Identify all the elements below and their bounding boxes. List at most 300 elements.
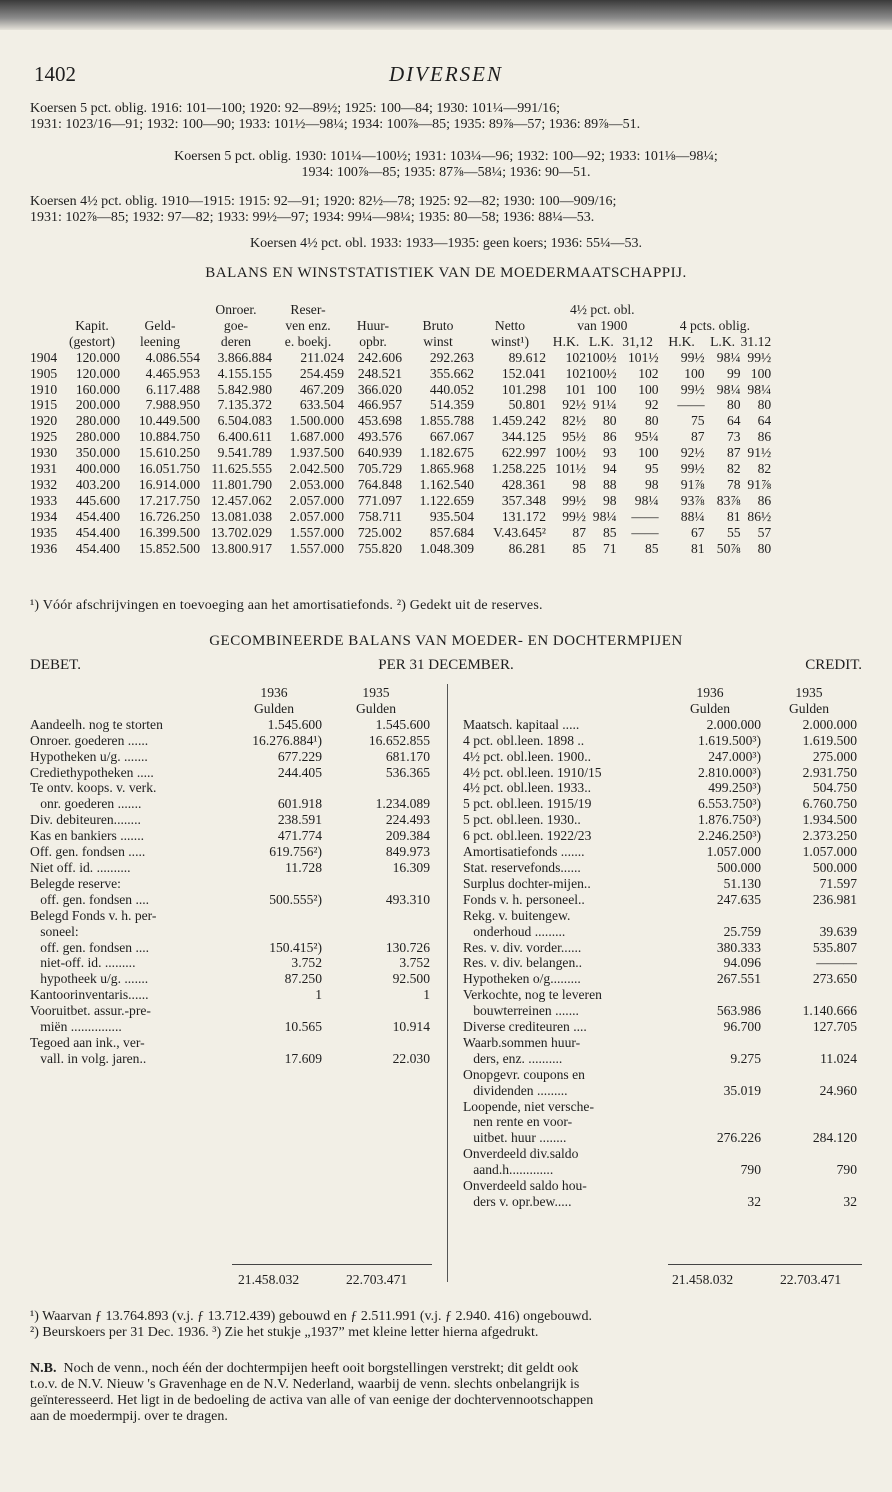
value-cell: 86 — [757, 492, 772, 508]
debet-row — [30, 971, 430, 987]
value-cell: 292.263 — [429, 349, 474, 365]
item-label: Niet off. id. .......... — [30, 859, 131, 875]
value-cell: 98¼ — [716, 349, 741, 365]
koersen-line: Koersen 5 pct. oblig. 1916: 101—100; 1920: 92—89½; 1925: 100—84; 1930: 101¼—991/16; — [30, 101, 561, 116]
item-label: 6 pct. obl.leen. 1922/23 — [463, 828, 592, 844]
balans-row — [30, 541, 771, 557]
value-cell: 1.557.000 — [289, 540, 344, 556]
value-cell: 453.698 — [357, 413, 402, 429]
item-label: Kantoorinventaris...... — [30, 987, 149, 1003]
item-label: Off. gen. fondsen ..... — [30, 844, 146, 860]
credit-row — [463, 1099, 857, 1115]
value-1936: 35.019 — [723, 1082, 761, 1098]
balans-row — [30, 477, 771, 493]
value-cell: —— — [631, 524, 659, 540]
value-cell: 16.726.250 — [138, 508, 200, 524]
year-cell: 1905 — [30, 365, 58, 381]
value-cell: 131.172 — [501, 508, 546, 524]
balans-row — [30, 413, 771, 429]
hdr-kapit: Kapit. — [75, 317, 109, 333]
item-label: onderhoud ......... — [463, 923, 566, 939]
year-cell: 1930 — [30, 445, 58, 461]
hdr-bruto: Bruto — [422, 317, 454, 333]
item-label: bouwterreinen ....... — [463, 1003, 579, 1019]
value-cell: 82 — [757, 461, 772, 477]
value-1936: 500.555²) — [269, 891, 322, 907]
value-cell: 93⅞ — [680, 492, 705, 508]
balans-row — [30, 429, 771, 445]
value-cell: 4.086.554 — [145, 349, 200, 365]
debet-row — [30, 812, 430, 828]
item-label: Hypotheken o/g......... — [463, 971, 581, 987]
value-cell: 1.855.788 — [419, 413, 474, 429]
credit-row — [463, 971, 857, 987]
value-1935 — [761, 1178, 857, 1194]
item-label: 4½ pct. obl.leen. 1910/15 — [463, 764, 602, 780]
value-cell: 92 — [645, 397, 659, 413]
debet-total-1935: 22.703.471 — [346, 1272, 408, 1287]
value-cell: 91⅞ — [747, 476, 772, 492]
value-cell: 80 — [727, 397, 741, 413]
value-cell: 91½ — [747, 445, 772, 461]
year-cell: 1934 — [30, 508, 58, 524]
unit-header-row — [463, 701, 857, 717]
value-1935 — [761, 1067, 857, 1083]
value-cell: 71 — [603, 540, 617, 556]
value-cell: 857.684 — [429, 524, 474, 540]
per-date-label: PER 31 DECEMBER. — [378, 657, 514, 673]
value-cell: 2.057.000 — [289, 508, 344, 524]
value-cell: 200.000 — [75, 397, 120, 413]
value-cell: 120.000 — [75, 349, 120, 365]
debet-row — [30, 828, 430, 844]
value-cell: 98¼ — [716, 381, 741, 397]
item-label: 4½ pct. obl.leen. 1900.. — [463, 748, 591, 764]
credit-row — [463, 1035, 857, 1051]
value-cell: 758.711 — [358, 508, 402, 524]
value-1935 — [322, 1035, 430, 1051]
blank — [463, 701, 659, 717]
value-1936: 150.415²) — [269, 939, 322, 955]
value-1936: 16.276.884¹) — [252, 732, 322, 748]
value-cell: 50.801 — [508, 397, 546, 413]
value-cell: 101.298 — [501, 381, 546, 397]
balans-header-row — [30, 318, 771, 334]
value-cell: 1.557.000 — [289, 524, 344, 540]
hdr-winst: winst — [423, 333, 453, 349]
value-cell: 6.117.488 — [146, 381, 200, 397]
item-label: ders v. opr.bew..... — [463, 1194, 572, 1209]
year-1936: 1936 — [696, 685, 724, 700]
value-cell: 82 — [727, 461, 741, 477]
value-cell: 2.042.500 — [289, 461, 344, 477]
balans-row — [30, 493, 771, 509]
value-1935 — [322, 1003, 430, 1019]
value-cell: 57 — [757, 524, 772, 540]
year-1935: 1935 — [795, 685, 823, 700]
value-cell: 95½ — [562, 429, 586, 445]
value-cell: 85 — [603, 524, 617, 540]
year-header-row — [30, 685, 430, 701]
value-cell: 1.937.500 — [289, 445, 344, 461]
item-label: onr. goederen ....... — [30, 796, 142, 812]
year-cell: 1933 — [30, 492, 58, 508]
value-cell: 82½ — [562, 413, 586, 429]
value-1936 — [659, 1146, 761, 1162]
value-1936: 51.130 — [723, 875, 761, 891]
balans-row — [30, 366, 771, 382]
balans-title: BALANS EN WINSTSTATISTIEK VAN DE MOEDERMAATSCHAPPIJ. — [205, 265, 687, 281]
value-1936: 247.635 — [716, 891, 761, 907]
item-label: Onopgevr. coupons en — [463, 1066, 585, 1082]
value-1935 — [761, 908, 857, 924]
item-label: Waarb.sommen huur- — [463, 1034, 581, 1050]
value-cell: 3.866.884 — [217, 349, 272, 365]
credit-row — [463, 876, 857, 892]
hdr-blank — [30, 318, 64, 334]
debet-row — [30, 860, 430, 876]
value-cell: 10.449.500 — [138, 413, 200, 429]
credit-row — [463, 749, 857, 765]
value-1936: 471.774 — [277, 828, 322, 844]
value-1936: 9.275 — [730, 1050, 761, 1066]
value-cell: 366.020 — [357, 381, 402, 397]
credit-total-1935: 22.703.471 — [780, 1272, 842, 1287]
value-1936 — [659, 1035, 761, 1051]
item-label: Maatsch. kapitaal ..... — [463, 716, 580, 732]
value-1935: 22.030 — [392, 1050, 430, 1066]
item-label: Diverse crediteuren .... — [463, 1019, 587, 1035]
value-1936: 1.545.600 — [267, 716, 322, 732]
value-1935: 849.973 — [385, 844, 430, 860]
item-label: Onroer. goederen ...... — [30, 732, 149, 748]
value-cell: 355.662 — [429, 365, 474, 381]
value-1935: 2.373.250 — [802, 828, 857, 844]
value-1936: 276.226 — [716, 1130, 761, 1146]
value-cell: 11.801.790 — [211, 476, 272, 492]
value-1936: 1.619.500³) — [698, 732, 761, 748]
nb-line: Noch de venn., noch één der dochtermpijen heeft ooit borgstellingen verstrekt; dit geldt ook — [63, 1361, 579, 1376]
value-cell: 935.504 — [429, 508, 474, 524]
value-1936: 96.700 — [723, 1019, 761, 1035]
value-cell: 80 — [757, 540, 772, 556]
value-1936: 238.591 — [277, 812, 322, 828]
value-cell: 99½ — [562, 492, 586, 508]
credit-row — [463, 780, 857, 796]
item-label: Te ontv. koops. v. verk. — [30, 780, 157, 796]
running-head: DIVERSEN — [389, 62, 503, 86]
value-cell: 7.988.950 — [145, 397, 200, 413]
year-1936: 1936 — [260, 685, 288, 700]
unit-gulden: Gulden — [355, 700, 397, 716]
value-1935 — [322, 876, 430, 892]
hdr-nettowinst: winst¹) — [490, 333, 530, 349]
balans-table — [30, 302, 771, 557]
value-cell: 85 — [645, 540, 659, 556]
item-label: Onverdeeld saldo hou- — [463, 1178, 587, 1194]
value-1936: 380.333 — [716, 939, 761, 955]
value-cell: 344.125 — [501, 429, 546, 445]
value-cell: 771.097 — [357, 492, 402, 508]
value-cell: 100 — [750, 365, 772, 381]
hdr-leening: leening — [139, 333, 180, 349]
credit-row — [463, 812, 857, 828]
value-1936 — [659, 987, 761, 1003]
value-cell: 248.521 — [357, 365, 402, 381]
value-cell: 102 — [638, 365, 659, 381]
value-cell: 99½ — [680, 461, 705, 477]
value-1935 — [761, 1035, 857, 1051]
year-cell: 1936 — [30, 540, 58, 556]
value-cell: 92½ — [562, 397, 586, 413]
value-cell: 5.842.980 — [217, 381, 272, 397]
value-cell: 403.200 — [75, 476, 120, 492]
item-label: Div. debiteuren........ — [30, 812, 141, 828]
item-label: Loopende, niet verschе- — [463, 1098, 594, 1114]
value-cell: 1.162.540 — [419, 476, 474, 492]
credit-total-rule — [668, 1264, 862, 1265]
credit-row — [463, 733, 857, 749]
balans-row — [30, 509, 771, 525]
value-cell: 67 — [691, 524, 705, 540]
koersen-line: Koersen 5 pct. oblig. 1930: 101¼—100½; 1931: 103¼—96; 1932: 100—92; 1933: 101⅛—98¼; — [174, 149, 718, 164]
value-cell: 80 — [603, 413, 617, 429]
credit-row — [463, 1019, 857, 1035]
value-cell: 152.041 — [501, 365, 546, 381]
value-cell: 120.000 — [75, 365, 120, 381]
value-1936: 267.551 — [716, 971, 761, 987]
value-cell: 86 — [757, 429, 772, 445]
value-1936: 17.609 — [284, 1050, 322, 1066]
value-cell: 622.997 — [501, 445, 546, 461]
item-label: Belegde reserve: — [30, 875, 121, 891]
value-cell: 1.459.242 — [491, 413, 546, 429]
item-label: Vooruitbet. assur.-pre- — [30, 1003, 151, 1019]
value-1936: 10.565 — [284, 1019, 322, 1035]
year-cell: 1920 — [30, 413, 58, 429]
credit-row — [463, 1083, 857, 1099]
nb-paragraph — [30, 1361, 862, 1425]
credit-row — [463, 765, 857, 781]
credit-row — [463, 940, 857, 956]
value-1936 — [226, 1035, 322, 1051]
value-cell: 400.000 — [75, 461, 120, 477]
debet-row — [30, 876, 430, 892]
item-label: Kas en bankiers ....... — [30, 828, 145, 844]
item-label: Res. v. div. belangen.. — [463, 955, 583, 971]
value-cell: 466.957 — [357, 397, 402, 413]
debet-row — [30, 908, 430, 924]
value-1935: 32 — [843, 1194, 857, 1209]
value-1936: 601.918 — [277, 796, 322, 812]
credit-row — [463, 892, 857, 908]
value-cell: 755.820 — [357, 540, 402, 556]
value-cell: 64 — [727, 413, 741, 429]
gecomb-footnote-1: ¹) Waarvan ƒ 13.764.893 (v.j. ƒ 13.712.439) gebouwd en ƒ 2.511.991 (v.j. ƒ 2.940. 416) ongebouwd. — [30, 1309, 592, 1324]
hdr-onroer: Onroer. — [215, 302, 257, 317]
value-cell: 91⅞ — [680, 476, 705, 492]
value-cell: 16.914.000 — [138, 476, 200, 492]
hdr-obl-45: 4½ pct. obl. — [570, 302, 635, 317]
value-cell: 86.281 — [508, 540, 546, 556]
credit-row — [463, 1194, 857, 1210]
column-divider — [447, 684, 448, 1282]
value-cell: 100 — [638, 381, 659, 397]
hdr-deren: deren — [220, 333, 252, 349]
value-cell: 6.400.611 — [218, 429, 272, 445]
debet-row — [30, 1035, 430, 1051]
debet-table — [30, 685, 430, 1067]
value-cell: 99½ — [562, 508, 586, 524]
value-cell: 81 — [691, 540, 705, 556]
hdr-blank — [30, 334, 64, 350]
value-1935: 6.760.750 — [802, 796, 857, 812]
value-1935: 493.310 — [385, 891, 430, 907]
value-1936: 563.986 — [716, 1003, 761, 1019]
value-cell: 86 — [603, 429, 617, 445]
item-label: miën ............... — [30, 1019, 122, 1035]
value-cell: 91¼ — [592, 397, 617, 413]
value-cell: 88¼ — [680, 508, 705, 524]
value-1935 — [761, 1099, 857, 1115]
value-cell: 16.399.500 — [138, 524, 200, 540]
blank — [30, 685, 226, 701]
item-label: ders, enz. .......... — [463, 1050, 563, 1066]
value-1936: 244.405 — [277, 764, 322, 780]
value-1936 — [226, 780, 322, 796]
value-1936: 499.250³) — [708, 780, 761, 796]
value-cell: 95 — [645, 461, 659, 477]
koersen-line: 1934: 100⅞—85; 1935: 87⅞—58¼; 1936: 90—51. — [301, 165, 591, 180]
value-1935: 11.024 — [820, 1050, 857, 1066]
value-1935: 224.493 — [385, 812, 430, 828]
balans-row — [30, 397, 771, 413]
year-cell: 1935 — [30, 524, 58, 540]
hdr-lk: L.K. — [710, 333, 736, 349]
credit-row — [463, 828, 857, 844]
blank — [30, 701, 226, 717]
hdr-3112: 31.12 — [740, 333, 772, 349]
hdr-goe: goe- — [223, 317, 249, 333]
hdr-reser: Reser- — [290, 302, 326, 317]
credit-row — [463, 1003, 857, 1019]
hdr-blank — [344, 302, 546, 318]
value-cell: 633.504 — [299, 397, 344, 413]
value-1935: 275.000 — [812, 748, 857, 764]
value-cell: 493.576 — [357, 429, 402, 445]
value-cell: 75 — [691, 413, 705, 429]
unit-header-row — [30, 701, 430, 717]
unit-gulden: Gulden — [253, 700, 295, 716]
credit-row — [463, 1178, 857, 1194]
value-cell: 100½ — [586, 349, 617, 365]
value-1935: 3.752 — [399, 955, 430, 971]
item-label: Tegoed aan ink., ver- — [30, 1034, 145, 1050]
value-cell: —— — [631, 508, 659, 524]
value-cell: 10.884.750 — [138, 429, 200, 445]
value-cell: 454.400 — [75, 524, 120, 540]
value-cell: 211.024 — [300, 349, 344, 365]
item-label: vall. in volg. jaren.. — [30, 1050, 147, 1066]
credit-row — [463, 924, 857, 940]
debet-row — [30, 749, 430, 765]
year-cell: 1932 — [30, 476, 58, 492]
value-1936: 1.057.000 — [706, 844, 761, 860]
value-cell: 94 — [603, 461, 617, 477]
value-cell: 98 — [572, 476, 586, 492]
value-1936 — [226, 876, 322, 892]
value-1935: 2.931.750 — [802, 764, 857, 780]
value-cell: 16.051.750 — [138, 461, 200, 477]
value-cell: 1.500.000 — [289, 413, 344, 429]
value-cell: 98¼ — [747, 381, 772, 397]
value-cell: 81 — [727, 508, 741, 524]
debet-row — [30, 717, 430, 733]
credit-row — [463, 860, 857, 876]
debet-row — [30, 765, 430, 781]
value-cell: 100½ — [555, 445, 586, 461]
value-cell: 89.612 — [508, 349, 546, 365]
item-label: dividenden ......... — [463, 1082, 568, 1098]
value-cell: 242.606 — [357, 349, 402, 365]
item-label: Hypotheken u/g. ....... — [30, 748, 148, 764]
value-cell: 454.400 — [75, 540, 120, 556]
value-1936: 619.756²) — [269, 844, 322, 860]
value-1935 — [322, 780, 430, 796]
value-1935: 504.750 — [812, 780, 857, 796]
debet-row — [30, 1003, 430, 1019]
hdr-van1900: van 1900 — [577, 317, 628, 333]
value-1935 — [761, 987, 857, 1003]
value-1936: 2.246.250³) — [698, 828, 761, 844]
credit-row — [463, 796, 857, 812]
value-cell: 160.000 — [75, 381, 120, 397]
value-cell: 13.081.038 — [210, 508, 272, 524]
value-cell: 1.122.659 — [419, 492, 474, 508]
value-1936 — [226, 924, 322, 940]
year-cell: 1931 — [30, 461, 58, 477]
value-cell: 83⅞ — [716, 492, 741, 508]
credit-row — [463, 908, 857, 924]
value-cell: 102 — [565, 349, 586, 365]
value-1935: 273.650 — [812, 971, 857, 987]
value-1935: 681.170 — [385, 748, 430, 764]
hdr-3112: 31,12 — [622, 333, 653, 349]
value-cell: 11.625.555 — [211, 461, 272, 477]
balans-row — [30, 525, 771, 541]
koersen-line: 1931: 102⅞—85; 1932: 97—82; 1933: 99½—97; 1934: 99¼—98¼; 1935: 80—58; 1936: 88¼—53. — [30, 210, 595, 225]
debet-label: DEBET. — [30, 657, 81, 673]
hdr-geld: Geld- — [144, 317, 176, 333]
blank — [463, 685, 659, 701]
value-1935: 71.597 — [819, 875, 857, 891]
value-cell: 98 — [603, 492, 617, 508]
value-1935: 1.057.000 — [802, 844, 857, 860]
credit-row — [463, 1067, 857, 1083]
hdr-blank — [659, 302, 772, 318]
debet-total-rule — [232, 1264, 432, 1265]
value-cell: 50⅞ — [716, 540, 741, 556]
value-cell: 98 — [645, 476, 659, 492]
value-1935: 1.934.500 — [802, 812, 857, 828]
value-cell: 725.002 — [357, 524, 402, 540]
value-cell: 100 — [638, 445, 659, 461]
value-cell: 467.209 — [299, 381, 344, 397]
value-1935: 236.981 — [812, 891, 857, 907]
value-cell: 1.258.225 — [491, 461, 546, 477]
value-cell: 428.361 — [501, 476, 546, 492]
value-cell: 12.457.062 — [210, 492, 272, 508]
